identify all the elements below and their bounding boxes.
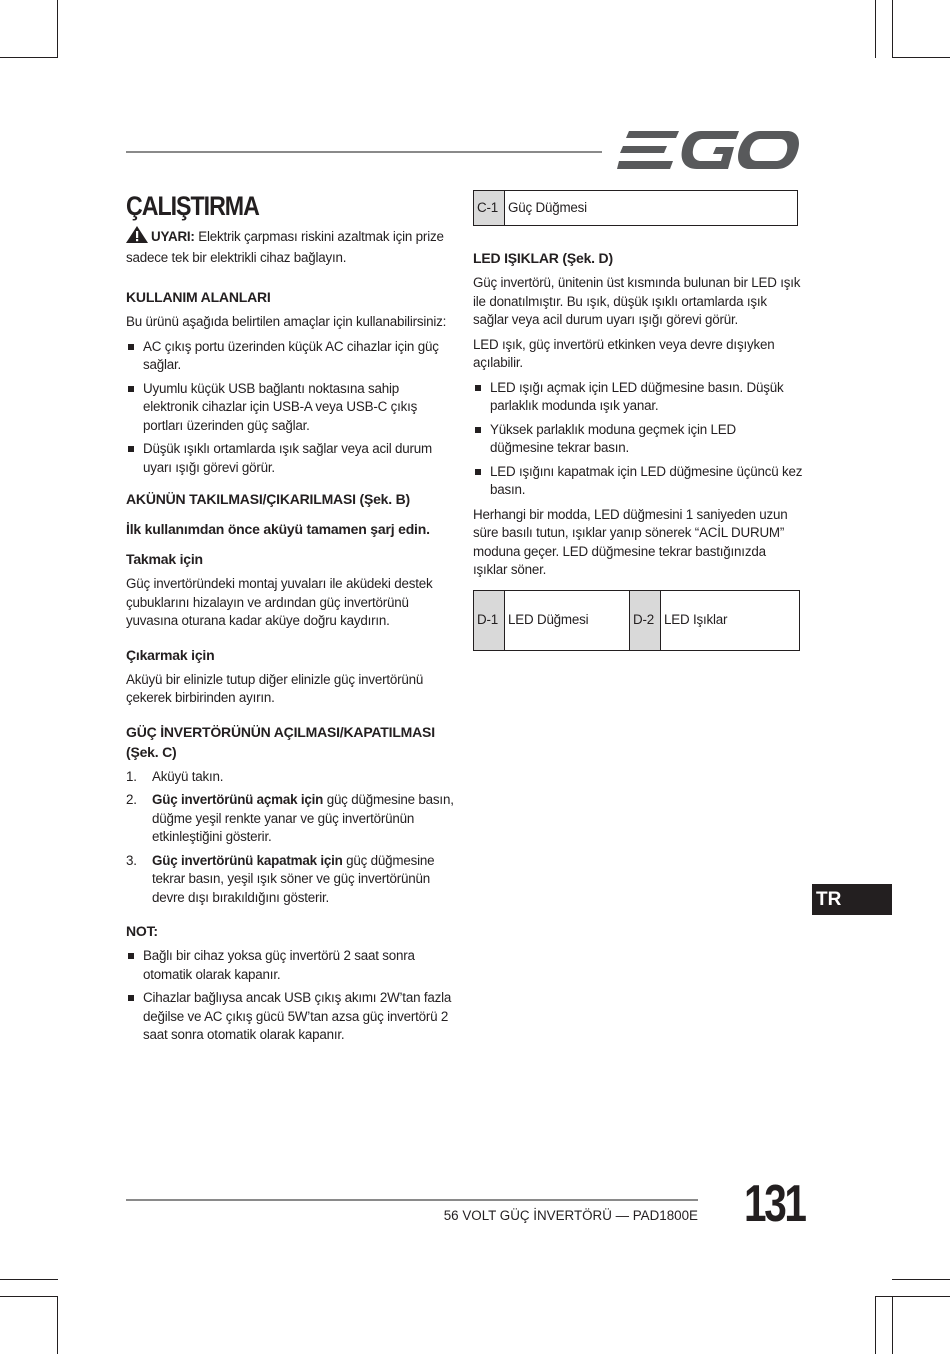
list-item: LED ışığını kapatmak için LED düğmesine üçüncü kez basın. xyxy=(473,463,803,500)
legend-code: C-1 xyxy=(474,191,505,226)
right-column xyxy=(473,190,803,651)
led-paragraph: Güç invertörü, ünitenin üst kısmında bulunan bir LED ışık ile donatılmıştır. Bu ışık, düşük ışıklı ortamlarda ışık sağlar veya acil durum uyarı ışığı görevi görür. xyxy=(473,275,801,327)
header-rule xyxy=(126,151,602,153)
crop-mark xyxy=(875,1296,876,1354)
crop-mark xyxy=(892,0,893,58)
install-heading: Takmak için xyxy=(126,551,203,567)
ego-logo xyxy=(617,128,799,177)
warning-triangle-icon xyxy=(126,226,148,249)
crop-mark xyxy=(0,1296,58,1297)
crop-mark xyxy=(57,1296,58,1354)
install-text: Güç invertöründeki montaj yuvaları ile aküdeki destek çubuklarını hizalayın ve ardından güç invertörünü yuvasına oturana kadar aküye doğru kaydırın. xyxy=(126,576,433,628)
section-title: ÇALIŞTIRMA xyxy=(126,191,259,221)
usage-heading: KULLANIM ALANLARI xyxy=(126,289,271,305)
remove-heading: Çıkarmak için xyxy=(126,646,215,663)
list-item: LED ışığı açmak için LED düğmesine basın. Düşük parlaklık modunda ışık yanar. xyxy=(473,379,803,416)
crop-mark xyxy=(0,57,58,58)
crop-mark xyxy=(875,1296,950,1297)
led-paragraph: LED ışık, güç invertörü etkinken veya devre dışıyken açılabilir. xyxy=(473,336,775,370)
warning-paragraph xyxy=(126,226,456,267)
led-heading: LED IŞIKLAR (Şek. D) xyxy=(473,250,613,266)
crop-mark xyxy=(892,57,950,58)
list-item: Uyumlu küçük USB bağlantı noktasına sahip elektronik cihazlar için USB-A veya USB-C çıkış portları üzerinden güç sağlar. xyxy=(126,380,456,436)
legend-label: LED Işıklar xyxy=(661,590,800,650)
led-list xyxy=(473,379,803,500)
warning-text: Elektrik çarpması riskini azaltmak için prize sadece tek bir elektrikli cihaz bağlayın. xyxy=(126,229,444,265)
language-tab: TR xyxy=(812,884,892,915)
left-column xyxy=(126,190,456,1051)
footer-rule xyxy=(126,1199,698,1201)
list-item: Düşük ışıklı ortamlarda ışık sağlar veya acil durum uyarı ışığı görevi görür. xyxy=(126,440,456,477)
warning-label: UYARI: xyxy=(151,229,195,244)
footer-product: 56 VOLT GÜÇ İNVERTÖRÜ — PAD1800E xyxy=(443,1208,698,1223)
legend-code: D-1 xyxy=(474,590,505,650)
list-item: 2. Güç invertörünü açmak için güç düğmesine basın, düğme yeşil renkte yanar ve güç invertörünün etkinleştiğini gösterir. xyxy=(126,792,454,844)
power-heading: GÜÇ İNVERTÖRÜNÜN AÇILMASI/KAPATILMASI (Şek. C) xyxy=(126,723,435,760)
led-paragraph: Herhangi bir modda, LED düğmesini 1 saniyeden uzun süre basılı tutun, ışıklar yanıp sönerek “ACİL DURUM” moduna geçer. LED düğmesine tekrar bastığınızda ışıklar söner. xyxy=(473,506,788,577)
legend-label: Güç Düğmesi xyxy=(505,191,798,226)
table-row xyxy=(474,191,798,226)
legend-table-d xyxy=(473,590,800,651)
usage-intro: Bu ürünü aşağıda belirtilen amaçlar için kullanabilirsiniz: xyxy=(126,314,447,329)
note-list xyxy=(126,947,456,1045)
table-row xyxy=(474,590,800,650)
list-item: Bağlı bir cihaz yoksa güç invertörü 2 saat sonra otomatik olarak kapanır. xyxy=(126,947,456,984)
note-heading: NOT: xyxy=(126,923,158,939)
legend-label: LED Düğmesi xyxy=(505,590,630,650)
list-item: Yüksek parlaklık moduna geçmek için LED düğmesine tekrar basın. xyxy=(473,421,803,458)
crop-mark xyxy=(892,1279,950,1280)
crop-mark xyxy=(892,1296,893,1354)
remove-text: Aküyü bir elinizle tutup diğer elinizle güç invertörünü çekerek birbirinden ayırın. xyxy=(126,671,424,705)
page-number: 131 xyxy=(744,1175,805,1233)
legend-code: D-2 xyxy=(630,590,661,650)
power-steps xyxy=(126,768,456,908)
crop-mark xyxy=(57,0,58,58)
battery-heading: AKÜNÜN TAKILMASI/ÇIKARILMASI (Şek. B) xyxy=(126,491,411,507)
legend-table-c xyxy=(473,190,798,226)
usage-list xyxy=(126,338,456,478)
list-item: AC çıkış portu üzerinden küçük AC cihazlar için güç sağlar. xyxy=(126,338,456,375)
list-item: 1. Aküyü takın. xyxy=(126,768,224,784)
battery-charge-note: İlk kullanımdan önce aküyü tamamen şarj edin. xyxy=(126,521,430,537)
list-item: 3. Güç invertörünü kapatmak için güç düğmesine tekrar basın, yeşil ışık söner ve güç invertörünün devre dışı bırakıldığını gösterir. xyxy=(126,852,435,905)
crop-mark xyxy=(875,0,876,58)
list-item: Cihazlar bağlıysa ancak USB çıkış akımı 2W’tan fazla değilse ve AC çıkış gücü 5W’tan azsa güç invertörü 2 saat sonra otomatik olarak kapanır. xyxy=(126,989,456,1045)
crop-mark xyxy=(0,1279,58,1280)
